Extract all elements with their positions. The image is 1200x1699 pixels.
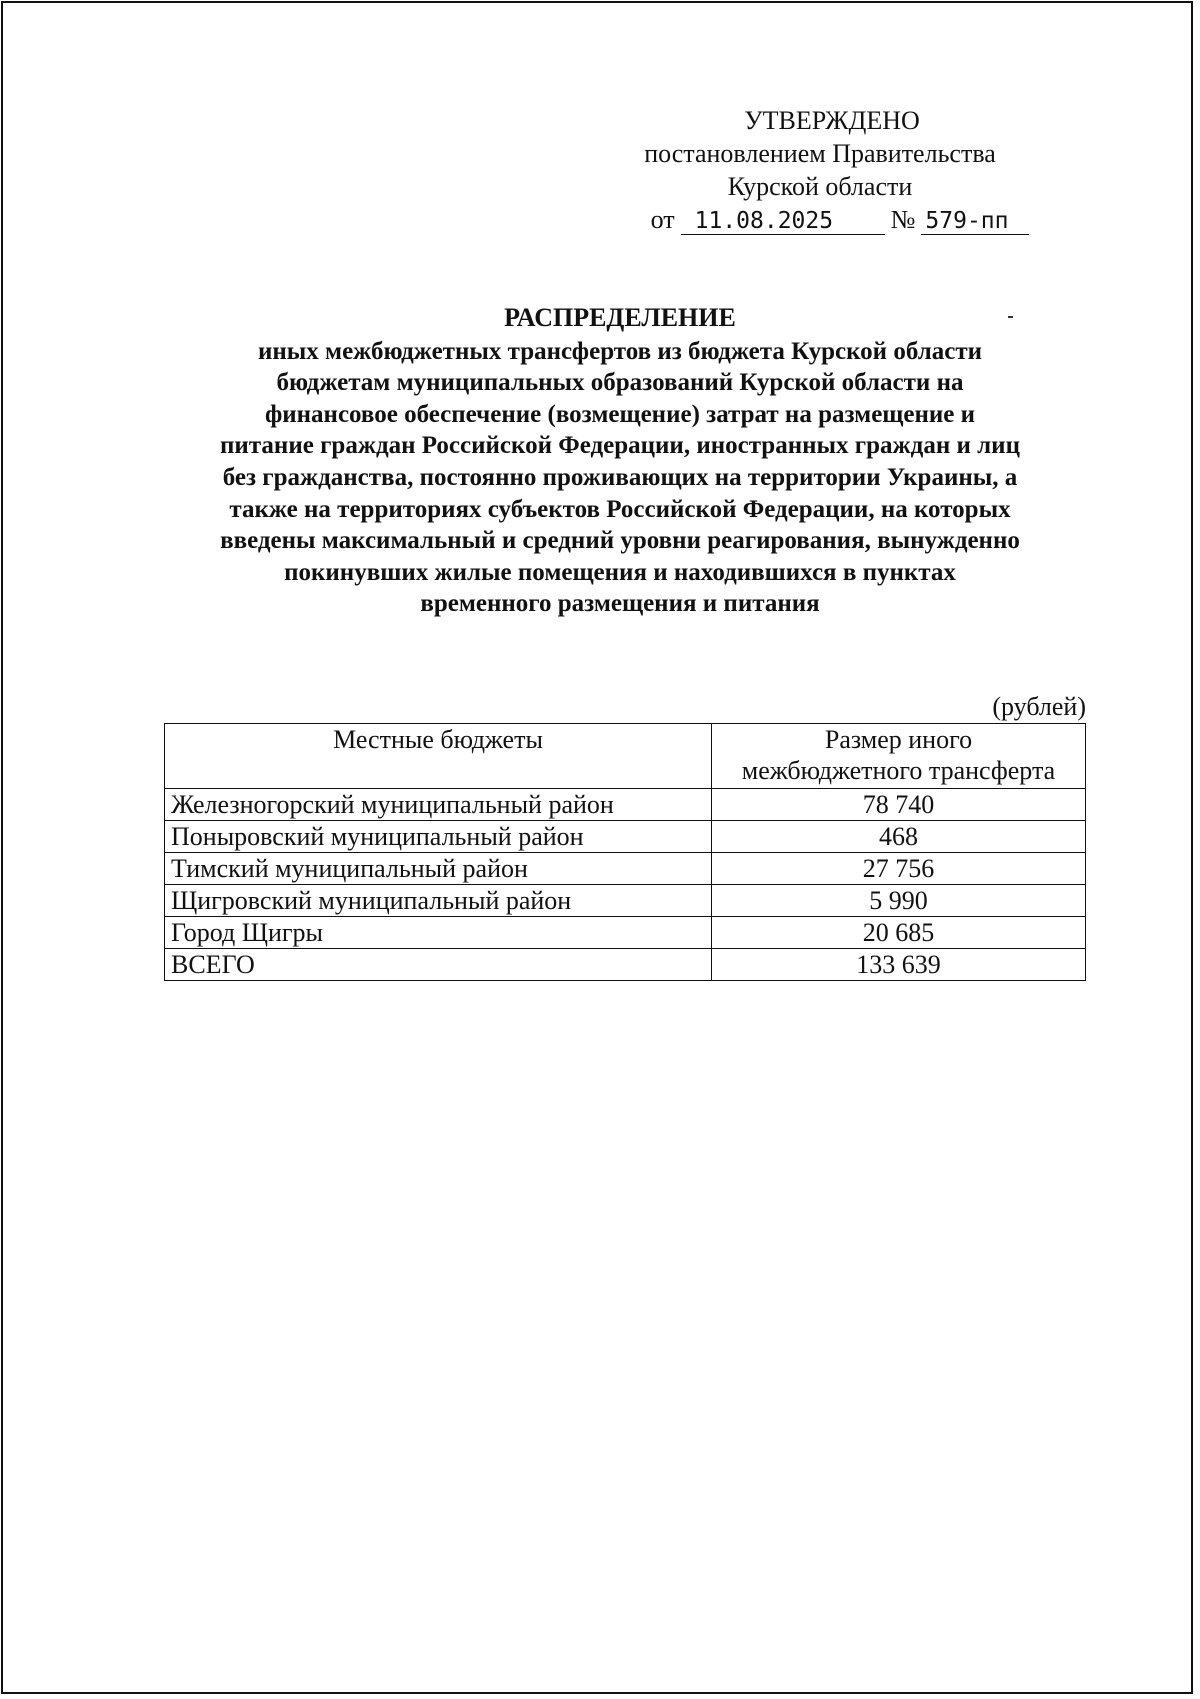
title-line: без гражданства, постоянно проживающих на территории Украины, а bbox=[222, 463, 1018, 491]
header-line: межбюджетного трансферта bbox=[741, 756, 1056, 785]
table-header-row bbox=[165, 724, 1086, 789]
budget-name: Железногорский муниципальный район bbox=[165, 789, 712, 821]
table-row bbox=[165, 885, 1086, 917]
unit-note: (рублей) bbox=[992, 692, 1086, 721]
budget-table bbox=[164, 723, 1086, 981]
approved-heading: УТВЕРЖДЕНО bbox=[744, 106, 920, 135]
transfer-value: 78 740 bbox=[712, 789, 1086, 821]
title-line: покинувших жилые помещения и находившихся в пунктах bbox=[284, 558, 956, 586]
table-row-total bbox=[165, 949, 1086, 981]
budget-name: Город Щигры bbox=[165, 917, 712, 949]
date-prefix: от bbox=[650, 205, 675, 234]
transfer-value: 27 756 bbox=[712, 853, 1086, 885]
budget-name: Щигровский муниципальный район bbox=[165, 885, 712, 917]
title-line: временного размещения и питания bbox=[420, 590, 820, 618]
transfer-value: 5 990 bbox=[712, 885, 1086, 917]
budget-name: Поныровский муниципальный район bbox=[165, 821, 712, 853]
title-line: финансовое обеспечение (возмещение) затрат на размещение и bbox=[264, 400, 976, 428]
approval-line-1: постановлением Правительства bbox=[644, 139, 996, 168]
number-prefix: № bbox=[890, 205, 916, 234]
header-transfer-amount bbox=[712, 724, 1086, 789]
title-line: питание граждан Российской Федерации, иностранных граждан и лиц bbox=[220, 432, 1020, 460]
total-value: 133 639 bbox=[712, 949, 1086, 981]
header-local-budgets: Местные бюджеты bbox=[165, 724, 712, 789]
table-row bbox=[165, 821, 1086, 853]
total-label: ВСЕГО bbox=[165, 949, 712, 981]
table-row bbox=[165, 917, 1086, 949]
transfer-value: 468 bbox=[712, 821, 1086, 853]
approval-date: 11.08.2025 bbox=[681, 208, 885, 235]
title-line: введены максимальный и средний уровни реагирования, вынужденно bbox=[220, 527, 1020, 555]
approval-date-line bbox=[600, 203, 1080, 236]
title-main: РАСПРЕДЕЛЕНИЕ bbox=[504, 303, 736, 332]
approval-number: 579-пп bbox=[921, 208, 1029, 235]
transfer-value: 20 685 bbox=[712, 917, 1086, 949]
title-line: иных межбюджетных трансфертов из бюджета Курской области bbox=[257, 337, 983, 365]
header-line: Размер иного bbox=[824, 725, 973, 754]
table-row bbox=[165, 853, 1086, 885]
document-title bbox=[150, 302, 1090, 620]
table-row bbox=[165, 789, 1086, 821]
approval-stamp bbox=[560, 104, 1080, 236]
approval-line-2: Курской области bbox=[727, 172, 913, 201]
budget-name: Тимский муниципальный район bbox=[165, 853, 712, 885]
title-line: также на территориях субъектов Российской Федерации, на которых bbox=[229, 495, 1011, 523]
title-line: бюджетам муниципальных образований Курской области на bbox=[276, 369, 964, 397]
